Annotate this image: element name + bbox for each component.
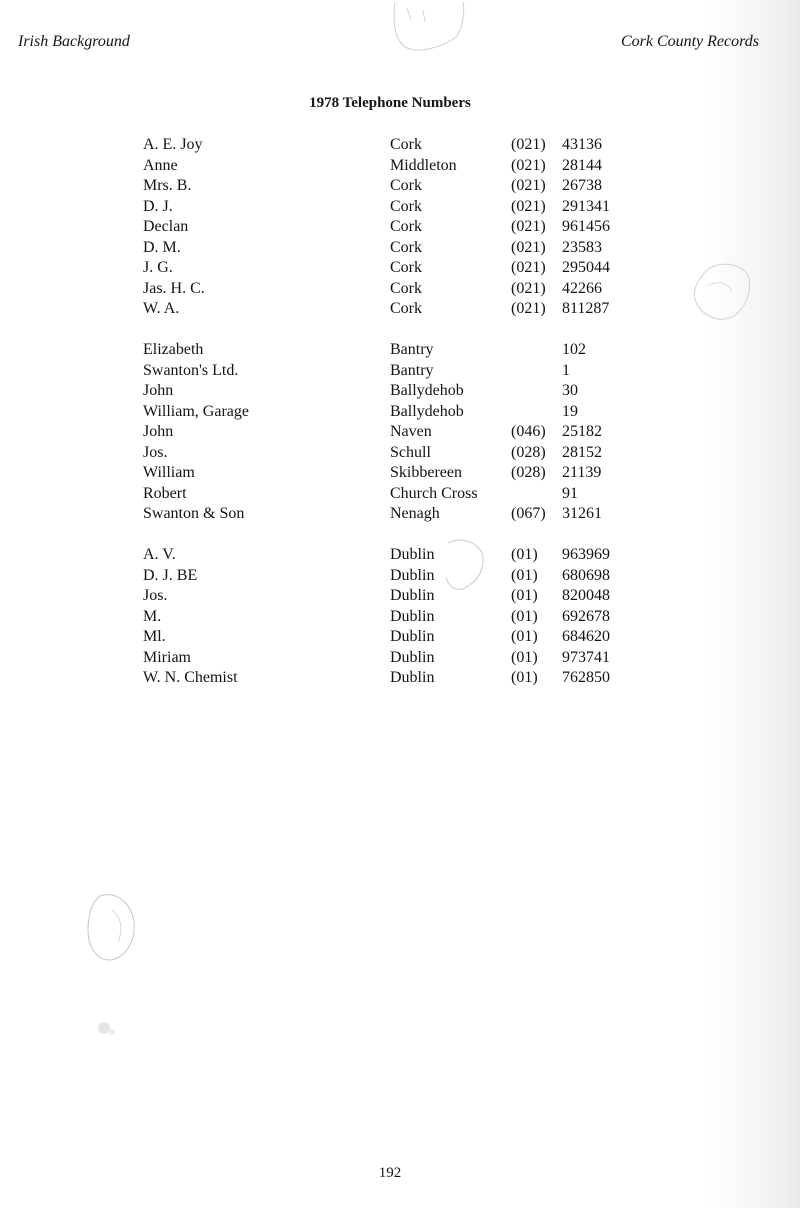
- entry-place: Dublin: [390, 648, 435, 666]
- entry-number: 91: [562, 484, 578, 502]
- entry-place: Schull: [390, 443, 431, 461]
- entry-number: 25182: [562, 423, 602, 440]
- entry-place: Ballydehob: [390, 382, 464, 399]
- entry-name: D. J. BE: [143, 566, 198, 584]
- entry-area-code: (021): [511, 279, 546, 297]
- entry-place: Bantry: [390, 361, 434, 379]
- entry-place: Middleton: [390, 156, 457, 174]
- entry-number: 961456: [562, 218, 610, 235]
- page-number: 192: [378, 1165, 402, 1181]
- entry-area-code: (01): [511, 607, 538, 625]
- entry-number: 102: [562, 341, 586, 358]
- entry-place: Cork: [390, 238, 422, 256]
- entry-number: 28144: [562, 156, 602, 174]
- entry-area-code: (01): [511, 648, 538, 666]
- scan-stain-right: [688, 258, 758, 328]
- entry-number: 28152: [562, 443, 602, 461]
- entry-name: John: [143, 423, 174, 440]
- entry-place: Church Cross: [390, 484, 478, 502]
- entry-number: 1: [562, 361, 570, 379]
- entry-number: 19: [562, 402, 578, 420]
- running-head-right: Cork County Records: [620, 33, 759, 50]
- scan-stain-top: [385, 0, 470, 60]
- entry-area-code: (01): [511, 546, 538, 563]
- entry-name: John: [143, 382, 174, 399]
- entry-name: William: [143, 464, 195, 481]
- entry-place: Naven: [390, 423, 432, 440]
- entry-number: 820048: [562, 587, 610, 604]
- entry-name: D. M.: [143, 238, 181, 256]
- scan-smudge: [90, 1010, 130, 1050]
- entry-place: Nenagh: [390, 505, 440, 522]
- entry-name: Swanton's Ltd.: [143, 361, 239, 379]
- entry-number: 291341: [562, 197, 610, 215]
- entry-place: Dublin: [390, 607, 435, 625]
- entry-name: D. J.: [143, 197, 173, 215]
- entry-name: Swanton & Son: [143, 505, 245, 522]
- entry-place: Cork: [390, 300, 422, 317]
- entry-place: Dublin: [390, 587, 435, 604]
- entry-number: 692678: [562, 607, 610, 625]
- entry-area-code: (021): [511, 300, 546, 317]
- entry-name: William, Garage: [143, 402, 249, 420]
- entry-name: Robert: [143, 484, 187, 502]
- entry-area-code: (021): [511, 136, 546, 153]
- entry-area-code: (01): [511, 669, 538, 686]
- entry-area-code: (021): [511, 156, 546, 174]
- entry-place: Skibbereen: [390, 464, 462, 481]
- entry-area-code: (021): [511, 259, 546, 276]
- entry-area-code: (01): [511, 587, 538, 604]
- entry-name: W. A.: [143, 300, 180, 317]
- entry-name: J. G.: [143, 259, 173, 276]
- entry-name: Elizabeth: [143, 341, 204, 358]
- entry-number: 23583: [562, 238, 602, 256]
- entry-name: Jos.: [143, 587, 168, 604]
- entry-name: Ml.: [143, 628, 166, 645]
- entry-place: Cork: [390, 259, 422, 276]
- scan-stain-dublin: [440, 535, 490, 595]
- entry-area-code: (021): [511, 177, 546, 194]
- entry-number: 31261: [562, 505, 602, 522]
- entry-area-code: (01): [511, 628, 538, 645]
- entry-area-code: (021): [511, 197, 546, 215]
- running-head-left: Irish Background: [18, 33, 130, 50]
- entry-place: Cork: [390, 177, 422, 194]
- entry-name: Declan: [143, 218, 189, 235]
- entry-name: A. E. Joy: [143, 136, 203, 153]
- entry-name: Jos.: [143, 443, 168, 461]
- entry-place: Ballydehob: [390, 402, 464, 420]
- entry-place: Bantry: [390, 341, 434, 358]
- entry-area-code: (046): [511, 423, 546, 440]
- entry-place: Dublin: [390, 546, 435, 563]
- entry-place: Cork: [390, 136, 422, 153]
- entry-number: 42266: [562, 279, 602, 297]
- entry-number: 811287: [562, 300, 610, 317]
- entry-place: Cork: [390, 197, 422, 215]
- entry-number: 30: [562, 382, 578, 399]
- page-title: 1978 Telephone Numbers: [309, 95, 471, 111]
- entry-number: 680698: [562, 566, 610, 584]
- entry-number: 26738: [562, 177, 602, 194]
- entry-name: Jas. H. C.: [143, 279, 205, 297]
- entry-area-code: (01): [511, 566, 538, 584]
- entry-number: 684620: [562, 628, 610, 645]
- entry-number: 43136: [562, 136, 602, 153]
- entry-name: Anne: [143, 156, 178, 174]
- entry-name: M.: [143, 607, 162, 625]
- entry-name: W. N. Chemist: [143, 669, 238, 686]
- entry-place: Dublin: [390, 669, 435, 686]
- entry-area-code: (021): [511, 218, 546, 235]
- scan-stain-lower-left: [82, 890, 142, 965]
- entry-name: Mrs. B.: [143, 177, 192, 194]
- entry-number: 295044: [562, 259, 610, 276]
- entry-number: 762850: [562, 669, 610, 686]
- entry-name: Miriam: [143, 648, 191, 666]
- entry-area-code: (028): [511, 464, 546, 481]
- entry-number: 21139: [562, 464, 602, 481]
- entry-place: Dublin: [390, 628, 435, 645]
- entry-place: Dublin: [390, 566, 435, 584]
- entry-number: 973741: [562, 648, 610, 666]
- entry-name: A. V.: [143, 546, 176, 563]
- entry-area-code: (021): [511, 238, 546, 256]
- entry-place: Cork: [390, 218, 422, 235]
- entry-place: Cork: [390, 279, 422, 297]
- entry-area-code: (067): [511, 505, 546, 522]
- entry-area-code: (028): [511, 443, 546, 461]
- entry-number: 963969: [562, 546, 610, 563]
